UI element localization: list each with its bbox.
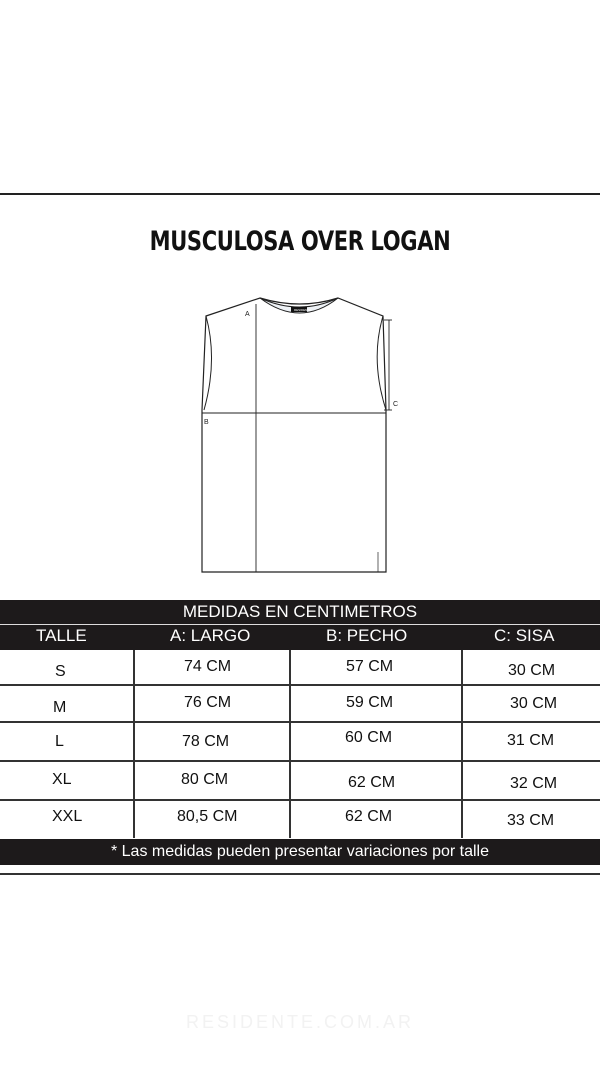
table-caption: MEDIDAS EN CENTIMETROS (182, 602, 418, 621)
table-row (0, 686, 600, 724)
cell-largo: 80 CM (181, 771, 229, 788)
cell-sisa: 30 CM (510, 695, 558, 712)
cell-pecho: 60 CM (345, 729, 393, 746)
cell-largo: 74 CM (184, 658, 232, 675)
watermark: RESIDENTE.COM.AR (185, 1012, 415, 1032)
cell-largo: 78 CM (182, 733, 230, 750)
cell-size: XXL (52, 808, 83, 825)
cell-size: M (53, 699, 67, 716)
top-divider (0, 193, 600, 195)
col-sisa: C: SISA (494, 626, 555, 645)
garment-outline (202, 298, 386, 572)
cell-largo: 76 CM (184, 694, 232, 711)
cell-sisa: 32 CM (510, 775, 558, 792)
table-row (0, 801, 600, 839)
cell-sisa: 31 CM (507, 732, 555, 749)
label-b: B (204, 419, 209, 426)
cell-largo: 80,5 CM (177, 808, 238, 825)
col-pecho: B: PECHO (326, 626, 408, 645)
table-row (0, 723, 600, 761)
product-title: MUSCULOSA OVER LOGAN (149, 226, 451, 257)
tank-top-diagram (190, 290, 410, 580)
label-c: C (393, 401, 399, 408)
bottom-divider (0, 873, 600, 875)
cell-sisa: 33 CM (507, 812, 555, 829)
cell-pecho: 57 CM (346, 658, 394, 675)
cell-pecho: 62 CM (348, 774, 396, 791)
table-header (0, 600, 600, 650)
label-a: A (245, 311, 250, 318)
cell-pecho: 59 CM (346, 694, 394, 711)
cell-pecho: 62 CM (345, 808, 393, 825)
table-row (0, 650, 600, 688)
cell-size: L (55, 733, 64, 750)
col-largo: A: LARGO (170, 626, 251, 645)
neck-tag-text: RESIDENTE (294, 308, 312, 312)
cell-sisa: 30 CM (508, 662, 556, 679)
cell-size: S (55, 663, 66, 680)
table-row (0, 762, 600, 800)
table-footnote: * Las medidas pueden presentar variaciones por talle (0, 839, 600, 865)
cell-size: XL (52, 771, 72, 788)
col-talle: TALLE (36, 626, 87, 645)
